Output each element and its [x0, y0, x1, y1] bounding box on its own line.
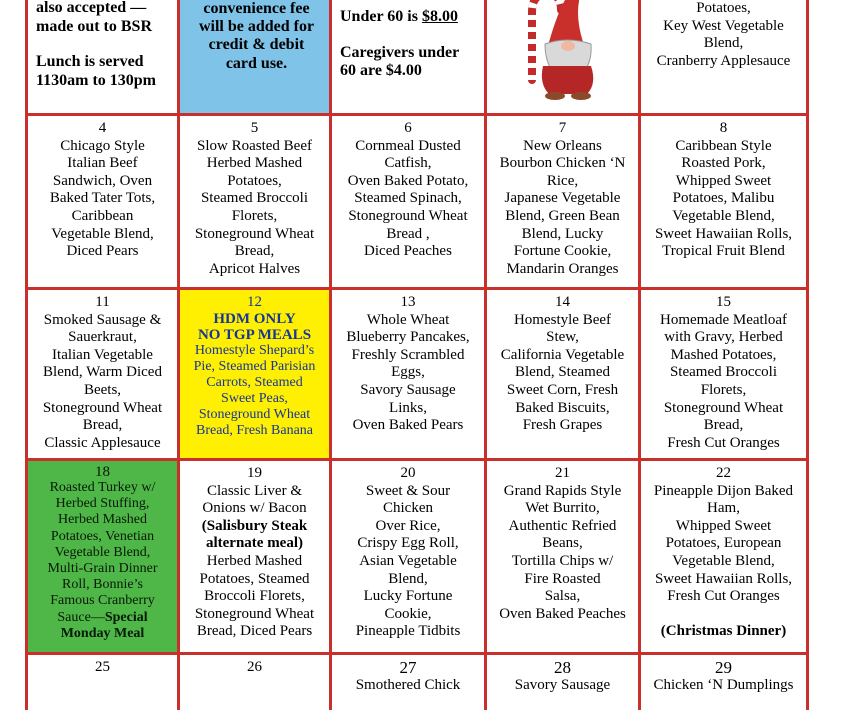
menu-text: Whole Wheat Blueberry Pancakes, Freshly Scrambled Eggs, Savory Sausage Links, Oven Baked Pears [346, 311, 470, 434]
day-cell-8 [641, 116, 806, 287]
pricing-line2: Caregivers under [340, 43, 460, 61]
menu-text: Cornmeal Dusted Catfish, Oven Baked Potato, Steamed Spinach, Stoneground Wheat Bread , Diced Peaches [347, 137, 469, 260]
lunch-served-label: Lunch is served [36, 53, 144, 70]
menu-text: Caribbean Style Roasted Pork, Whipped Sweet Potatoes, Malibu Vegetable Blend, Sweet Hawaiian Rolls, Tropical Fruit Blend [654, 137, 793, 260]
lunch-served-time: 1130am to 130pm [36, 71, 156, 89]
payment-line2: made out to BSR [36, 17, 153, 35]
day-cell-26 [180, 655, 329, 715]
menu-text: New Orleans Bourbon Chicken ‘N Rice, Japanese Vegetable Blend, Green Bean Blend, Lucky Fortune Cookie, Mandarin Oranges [499, 137, 626, 277]
day-cell-12 [180, 290, 329, 458]
top-right-menu-cell [641, 0, 806, 113]
pricing-cell [332, 0, 484, 113]
christmas-dinner-note: (Christmas Dinner) [660, 622, 787, 639]
fee-line2: will be added for [198, 18, 315, 36]
menu-text: Sweet & Sour Chicken Over Rice, Crispy Egg Roll, Asian Vegetable Blend, Lucky Fortune Cookie, Pineapple Tidbits [355, 482, 461, 640]
day-number: 28 [554, 658, 571, 677]
day-cell-28 [487, 655, 638, 715]
meal-calendar [25, 0, 809, 710]
pricing-line1: Under 60 is $8.00 [340, 8, 458, 25]
day-number: 15 [716, 294, 731, 310]
menu-text: Roasted Turkey w/ Herbed Stuffing, Herbed Mashed Potatoes, Venetian Vegetable Blend, Multi-Grain Dinner Roll, Bonnie’s Famous Cranberry Sauce— [47, 480, 158, 625]
day-cell-21 [487, 461, 638, 652]
day-number: 8 [719, 120, 728, 136]
payment-info-cell [28, 0, 177, 113]
day-number: 26 [247, 659, 262, 675]
hdm-only-heading: HDM ONLY NO TGP MEALS [197, 311, 312, 343]
day-number: 18 [95, 464, 110, 480]
day-cell-20 [332, 461, 484, 652]
day-cell-5 [180, 116, 329, 287]
menu-text: Potatoes, Key West Vegetable Blend, Cranberry Applesauce [656, 0, 791, 69]
payment-line1: also accepted — [36, 0, 147, 16]
menu-text: Homestyle Shepard’s Pie, Steamed Parisian Carrots, Steamed Sweet Peas, Stoneground Wheat Bread, Fresh Banana [193, 343, 316, 438]
menu-text: Slow Roasted Beef Herbed Mashed Potatoes, Steamed Broccoli Florets, Stoneground Wheat Bread, Apricot Halves [194, 137, 315, 277]
gnome-with-candy-cane-icon [487, 0, 638, 113]
menu-text: Chicken ‘N Dumplings [653, 676, 794, 693]
day-cell-22 [641, 461, 806, 652]
day-cell-15 [641, 290, 806, 458]
fee-line1: convenience fee [203, 0, 310, 17]
day-cell-14 [487, 290, 638, 458]
day-number: 4 [98, 120, 107, 136]
day-cell-25 [28, 655, 177, 715]
day-cell-19 [180, 461, 329, 652]
day-number: 12 [247, 294, 262, 310]
day-cell-29 [641, 655, 806, 715]
menu-text: Chicago Style Italian Beef Sandwich, Oven Baked Tater Tots, Caribbean Vegetable Blend, Diced Pears [49, 137, 156, 260]
day-number: 29 [715, 658, 732, 677]
menu-text: Savory Sausage [514, 676, 611, 693]
day-cell-18 [28, 461, 177, 652]
day-cell-11 [28, 290, 177, 458]
day-number: 25 [95, 659, 110, 675]
menu-text-2: Herbed Mashed Potatoes, Steamed Broccoli Florets, Stoneground Wheat Bread, Diced Pears [194, 552, 315, 640]
menu-text: Pineapple Dijon Baked Ham, Whipped Sweet Potatoes, European Vegetable Blend, Sweet Hawaiian Rolls, Fresh Cut Oranges [653, 482, 794, 605]
fee-line4: card use. [225, 54, 288, 72]
day-number: 5 [250, 120, 259, 136]
day-cell-13 [332, 290, 484, 458]
menu-text: Grand Rapids Style Wet Burrito, Authentic Refried Beans, Tortilla Chips w/ Fire Roasted Salsa, Oven Baked Peaches [499, 482, 626, 622]
day-number: 22 [716, 465, 731, 481]
alternate-meal: (Salisbury Steak alternate meal) [201, 517, 308, 552]
convenience-fee-cell [180, 0, 329, 113]
gnome-image-cell [487, 0, 638, 113]
day-number: 13 [400, 294, 416, 310]
price-under-60: $8.00 [421, 8, 458, 25]
day-cell-4 [28, 116, 177, 287]
day-number: 6 [404, 120, 412, 136]
pricing-line3: 60 are $4.00 [340, 62, 422, 79]
day-number: 11 [95, 294, 110, 310]
day-number: 27 [399, 658, 417, 677]
day-number: 19 [247, 465, 262, 481]
fee-line3: credit & debit [208, 36, 305, 54]
menu-text: Classic Liver & Onions w/ Bacon [202, 482, 307, 517]
menu-text: Homemade Meatloaf with Gravy, Herbed Mashed Potatoes, Steamed Broccoli Florets, Stoneground Wheat Bread, Fresh Cut Oranges [659, 311, 788, 451]
special-monday-meal: Special Monday Meal [60, 609, 148, 641]
day-number: 14 [555, 294, 570, 310]
menu-text: Smoked Sausage & Sauerkraut, Italian Vegetable Blend, Warm Diced Beets, Stoneground Wheat Bread, Classic Applesauce [42, 311, 163, 451]
day-cell-6 [332, 116, 484, 287]
day-number: 20 [400, 465, 416, 481]
day-number: 21 [555, 465, 570, 481]
day-cell-7 [487, 116, 638, 287]
day-number: 7 [558, 120, 567, 136]
menu-text: Smothered Chick [355, 676, 461, 693]
menu-text: Homestyle Beef Stew, California Vegetable Blend, Steamed Sweet Corn, Fresh Baked Biscuits, Fresh Grapes [500, 311, 625, 434]
day-cell-27 [332, 655, 484, 715]
